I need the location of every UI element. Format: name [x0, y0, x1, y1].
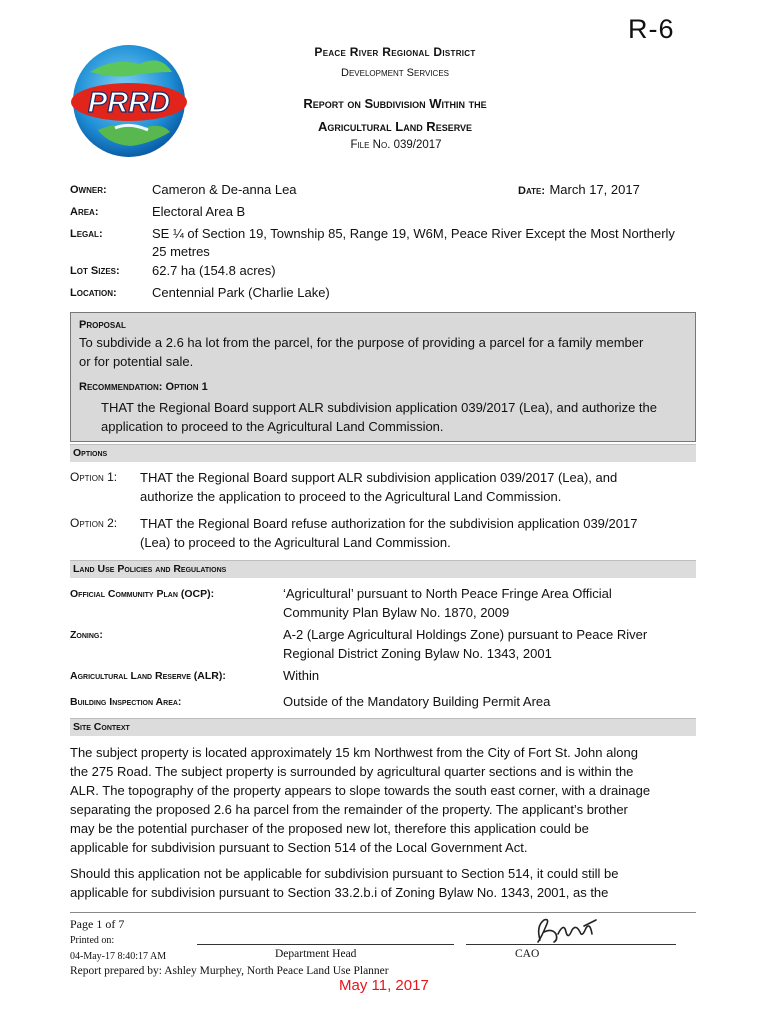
file-number: File No. 039/2017	[350, 139, 442, 151]
owner-value: Cameron & De-anna Lea	[152, 182, 297, 197]
department-head-label: Department Head	[275, 948, 357, 960]
location-label: Location:	[70, 287, 117, 299]
option-2-label: Option 2:	[70, 516, 118, 530]
paragraph-line: The subject property is located approximately 15 km Northwest from the City of Fort St. John along	[70, 745, 638, 760]
prepared-by: Report prepared by: Ashley Murphey, North Peace Land Use Planner	[70, 965, 389, 977]
paragraph-line: ALR. The topography of the property appears to slope towards the south east corner, with a drainage	[70, 783, 651, 798]
proposal-text-2: or for potential sale.	[79, 354, 194, 369]
organization-name: Peace River Regional District	[314, 45, 476, 59]
zoning-value-2: Regional District Zoning Bylaw No. 1343, 2001	[283, 646, 552, 661]
area-label: Area:	[70, 206, 99, 218]
proposal-box	[70, 312, 696, 442]
options-section-header: Options	[70, 444, 696, 462]
recommendation-title: Recommendation: Option 1	[79, 381, 208, 393]
zoning-value-1: A-2 (Large Agricultural Holdings Zone) pursuant to Peace River	[283, 627, 648, 642]
printed-timestamp: 04-May-17 8:40:17 AM	[70, 951, 167, 962]
ocp-value-1: ‘Agricultural’ pursuant to North Peace Fringe Area Official	[283, 586, 612, 601]
option-2-text-2: (Lea) to proceed to the Agricultural Land Commission.	[140, 535, 451, 550]
date-value: March 17, 2017	[549, 182, 640, 197]
option-1-text-2: authorize the application to proceed to the Agricultural Land Commission.	[140, 489, 562, 504]
printed-on-label: Printed on:	[70, 935, 115, 946]
option-1-text-1: THAT the Regional Board support ALR subdivision application 039/2017 (Lea), and	[140, 470, 618, 485]
ocp-label: Official Community Plan (OCP):	[70, 588, 215, 600]
proposal-text-1: To subdivide a 2.6 ha lot from the parcel, for the purpose of providing a parcel for a family member	[79, 335, 644, 350]
lot-sizes-value: 62.7 ha (154.8 acres)	[152, 263, 276, 278]
legal-value-1: SE ¼ of Section 19, Township 85, Range 19, W6M, Peace River Except the Most Northerly	[152, 226, 675, 241]
recommendation-text-2: application to proceed to the Agricultural Land Commission.	[101, 419, 444, 434]
land-use-section-header: Land Use Policies and Regulations	[70, 560, 696, 578]
department-head-signature-line	[197, 944, 454, 945]
legal-label: Legal:	[70, 228, 103, 240]
recommendation-text-1: THAT the Regional Board support ALR subdivision application 039/2017 (Lea), and authorize the	[101, 400, 657, 415]
ocp-value-2: Community Plan Bylaw No. 1870, 2009	[283, 605, 510, 620]
site-context-section-header: Site Context	[70, 718, 696, 736]
location-value: Centennial Park (Charlie Lake)	[152, 285, 330, 300]
paragraph-line: separating the proposed 2.6 ha parcel from the remainder of the property. The applicant’s brother	[70, 802, 628, 817]
date-stamp: May 11, 2017	[339, 977, 429, 994]
area-value: Electoral Area B	[152, 204, 246, 219]
paragraph-line: may be the potential purchaser of the proposed new lot, therefore this application could be	[70, 821, 589, 836]
owner-label: Owner:	[70, 184, 107, 196]
lot-sizes-label: Lot Sizes:	[70, 265, 120, 277]
paragraph-line: applicable for subdivision pursuant to Section 514 of the Local Government Act.	[70, 840, 528, 855]
site-context-paragraph-2	[70, 864, 619, 902]
title-line-1: Report on Subdivision Within the	[303, 96, 487, 111]
paragraph-line: Should this application not be applicable for subdivision pursuant to Section 514, it could still be	[70, 866, 619, 881]
alr-label: Agricultural Land Reserve (ALR):	[70, 670, 226, 682]
paragraph-line: the 275 Road. The subject property is surrounded by agricultural quarter sections and is within the	[70, 764, 634, 779]
proposal-title: Proposal	[79, 319, 126, 331]
department-name: Development Services	[341, 67, 449, 79]
report-tag: R-6	[628, 14, 675, 44]
report-title	[0, 92, 770, 138]
logo-text: PRRD	[87, 87, 171, 119]
page-number: Page 1 of 7	[70, 917, 125, 931]
paragraph-line: applicable for subdivision pursuant to Section 33.2.b.i of Zoning Bylaw No. 1343, 2001, as the	[70, 885, 609, 900]
option-1-label: Option 1:	[70, 470, 118, 484]
date-field	[518, 180, 640, 199]
building-inspection-label: Building Inspection Area:	[70, 696, 182, 708]
cao-signature	[520, 912, 610, 948]
alr-value: Within	[283, 668, 320, 683]
site-context-paragraph-1	[70, 743, 650, 857]
cao-label: CAO	[515, 948, 540, 960]
header-block	[0, 45, 770, 79]
option-2-text-1: THAT the Regional Board refuse authorization for the subdivision application 039/2017	[140, 516, 638, 531]
title-line-2: Agricultural Land Reserve	[317, 119, 473, 134]
cao-signature-line	[466, 944, 676, 945]
building-inspection-value: Outside of the Mandatory Building Permit Area	[283, 694, 551, 709]
zoning-label: Zoning:	[70, 629, 103, 641]
date-label: Date:	[518, 185, 546, 197]
legal-value-2: 25 metres	[152, 244, 210, 259]
